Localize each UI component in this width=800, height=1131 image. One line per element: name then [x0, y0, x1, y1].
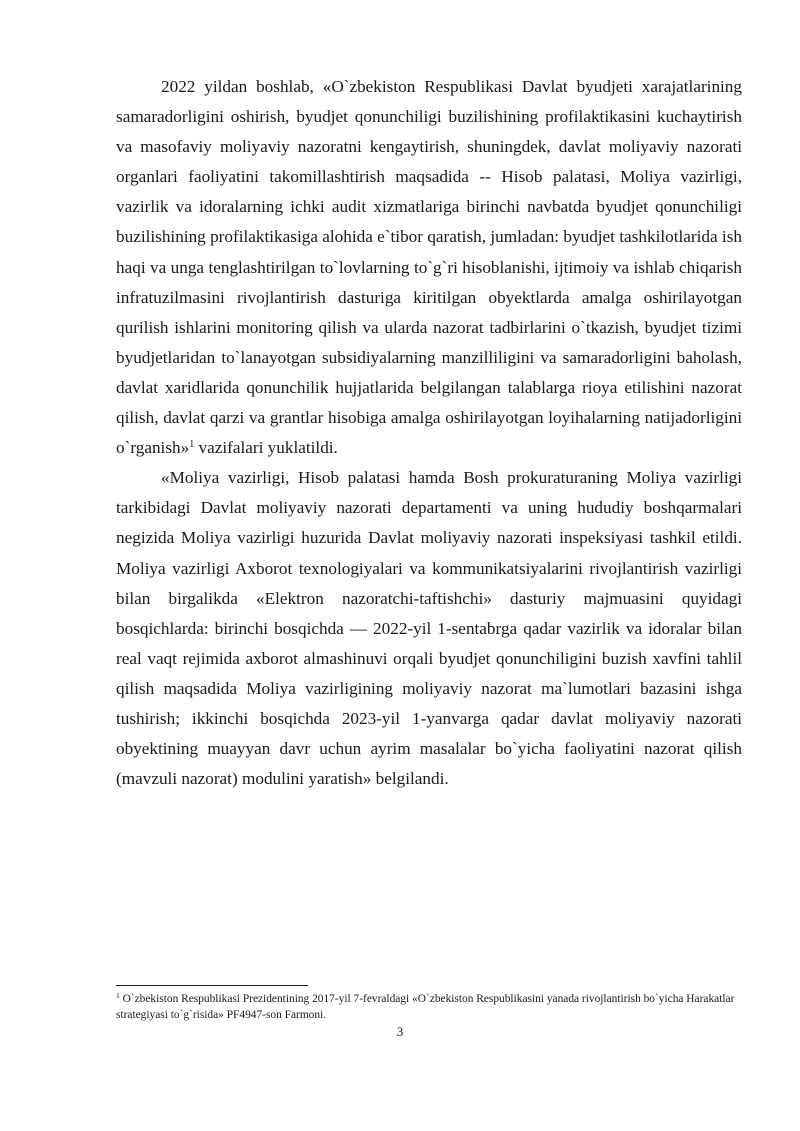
paragraph-text: 2022 yildan boshlab, «O`zbekiston Respublikasi Davlat byudjeti xarajatlarining samaradorligini oshirish, byudjet qonunchiligi buzilishining profilaktikasini kuchaytirish va masofaviy moliyaviy nazoratni kengaytirish, shuningdek, davlat moliyaviy nazorati organlari faoliyatini takomillashtirish maqsadida -- Hisob palatasi, Moliya vazirligi, vazirlik va idoralarning ichki audit xizmatlariga birinchi navbatda byudjet qonunchiligi buzilishining profilaktikasiga alohida e`tibor qaratish, jumladan: byudjet tashkilotlarida ish haqi va unga tenglashtirilgan to`lovlarning to`g`ri hisoblanishi, ijtimoiy va ishlab chiqarish infratuzilmasini rivojlantirish dasturiga kiritilgan obyektlarda amalga oshirilayotgan qurilish ishlarini monitoring qilish va ularda nazorat tadbirlarini o`tkazish, byudjet tizimi byudjetlaridan to`lanayotgan subsidiyalarning manzilliligini va samaradorligini baholash, davlat xaridlarida qonunchilik hujjatlarida belgilangan talablarga rioya etilishini nazorat qilish, davlat qarzi va grantlar hisobiga amalga oshirilayotgan loyihalarning natijadorligini o`rganish» [116, 77, 742, 458]
page-number: 3 [396, 1024, 404, 1039]
paragraph-text: «Moliya vazirligi, Hisob palatasi hamda Bosh prokuraturaning Moliya vazirligi tarkibidagi Davlat moliyaviy nazorati departamenti va uning hududiy boshqarmalari negizida Moliya vazirligi huzurida Davlat moliyaviy nazorati inspeksiyasi tashkil etildi. Moliya vazirligi Axborot texnologiyalari va kommunikatsiyalarini rivojlantirish vazirligi bilan birgalikda «Elektron nazoratchi-taftishchi» dasturiy majmuasini quyidagi bosqichlarda: birinchi bosqichda — 2022-yil 1-sentabrga qadar vazirlik va idoralar bilan real vaqt rejimida axborot almashinuvi orqali byudjet qonunchiligini buzish xavfini tahlil qilish maqsadida Moliya vazirligining moliyaviy nazorat ma`lumotlari bazasini ishga tushirish; ikkinchi bosqichda 2023-yil 1-yanvarga qadar davlat moliyaviy nazorati obyektining muayyan davr uchun ayrim masalalar bo`yicha faoliyatini nazorat qilish (mavzuli nazorat) modulini yaratish» belgilandi. [116, 468, 742, 789]
footnote-separator [116, 985, 308, 986]
footnote [116, 991, 742, 1023]
document-body [116, 72, 742, 794]
paragraph-text-continued: vazifalari yuklatildi. [194, 438, 338, 458]
footnote-reference[interactable]: 1 [189, 439, 195, 451]
footnote-text: O`zbekiston Respublikasi Prezidentining 2017-yil 7-fevraldagi «O`zbekiston Respublikasini yanada rivojlantirish bo`yicha Harakatlar strategiyasi to`g`risida» PF4947-son Farmoni. [116, 993, 735, 1021]
paragraph-budget-tasks [116, 72, 742, 463]
footnote-mark: 1 [116, 991, 120, 1000]
paragraph-finance-inspection [116, 463, 742, 794]
